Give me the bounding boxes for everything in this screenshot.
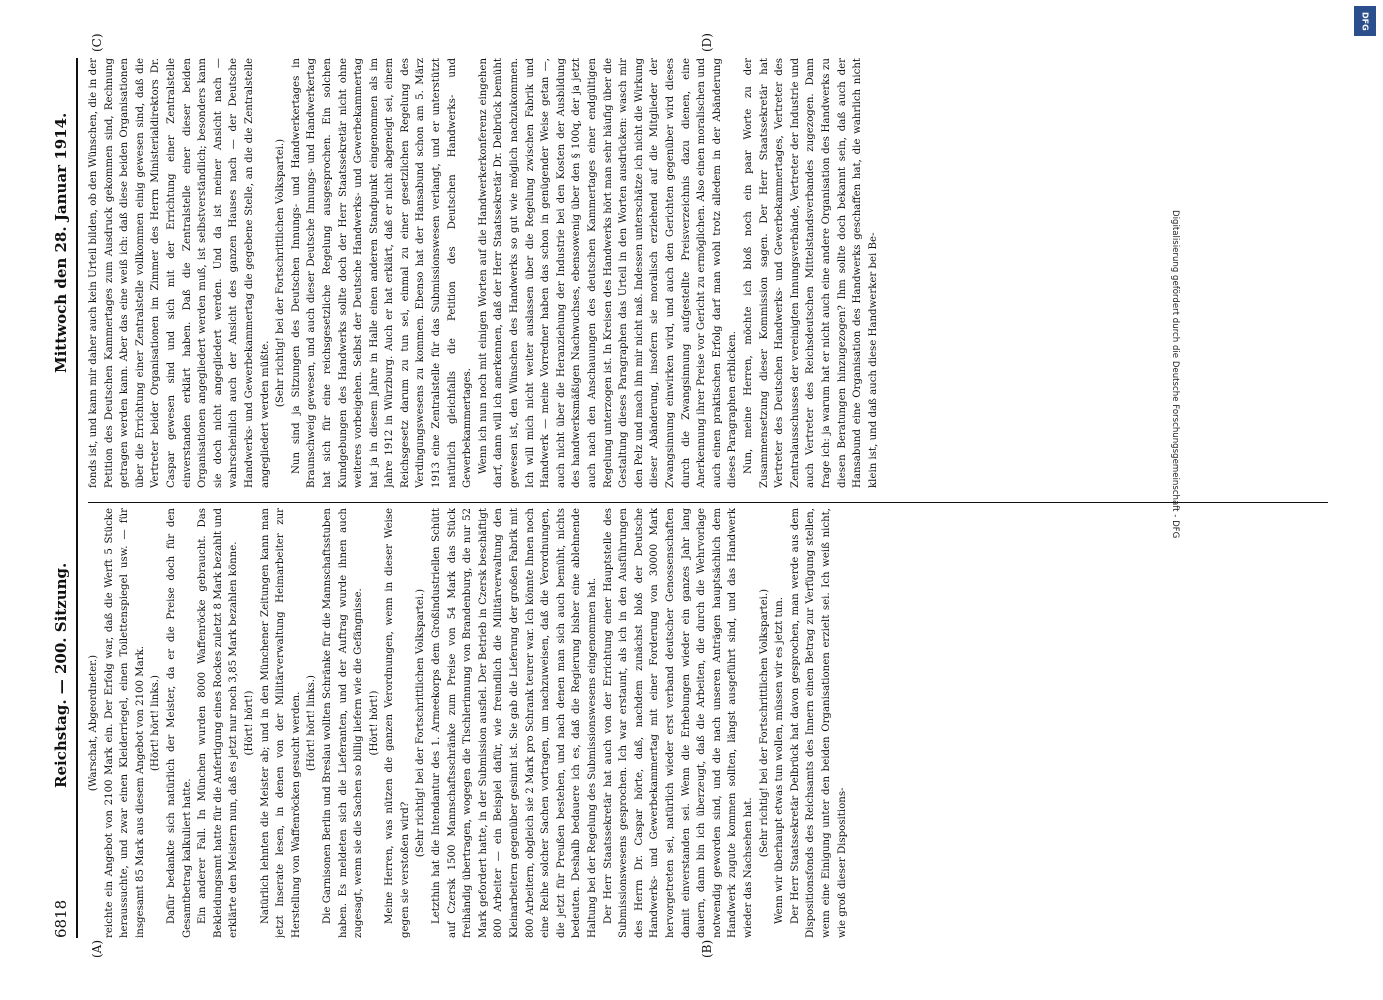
interjection: (Warschat, Abgeordneter.) (88, 654, 99, 792)
paragraph: fonds ist, und kann mir daher auch kein Urteil bilden, ob den Wünschen, die in der Petition des Deutschen Kammertages zum Ausdruck gekommen sind, Rechnung getragen werden kann. Aber das eine weiß ich: daß diese beiden Organisationen über die Errichtung einer Zentralstelle vollkommen einig gewesen sind, daß die Vertreter beider Organisationen im Zimmer des Herrn Ministerialdirektors Dr. Caspar gewesen sind und sich mit der Errichtung einer Zentralstelle einverstanden erklärt haben. Daß die Zentralstelle einer dieser beiden Organisationen angegliedert werden muß, ist selbstverständlich; besonders kann sie doch nicht angegliedert werden. Und da ist meiner Ansicht nach — wahrscheinlich auch der Ansicht des ganzen Hauses nach — der Deutsche Handwerks- und Gewerbekammertag die gegebene Stelle, an die die Zentralstelle angegliedert werden müßte. (88, 58, 271, 488)
paragraph: Der Herr Staatssekretär hat auch von der Errichtung einer Hauptstelle des Submissionswesens gesprochen. Ich war erstaunt, als ich in den Ausführungen des Herrn Dr. Caspar hörte, daß, nachdem zunächst bloß der Deutsche Handwerks- und Gewerbekammertag mit einer Forderung von 30000 Mark hervorgetreten sei, natürlich wieder erst verband deutscher Genossenschaften damit einverstanden sei. Wenn die Erhebungen wieder ein ganzes Jahr lang dauern, dann bin ich überzeugt, daß die Arbeiten, die durch die Wehrvorlage notwendig geworden sind, und die nach unseren Anträgen hauptsächlich dem Handwerk zugute kommen sollten, längst ausgeführt sind, und das Handwerk wieder das Nachsehen hat. (602, 508, 754, 938)
interjection: (Hört! hört!) (368, 690, 380, 756)
paragraph: reichte ein Angebot von 2100 Mark ein. Der Erfolg war, daß die Werft 5 Stücke heraussuchte, und zwar einen Kleiderriegel, einen Toilettenspiegel usw. — für insgesamt 85 Mark aus diesem Angebot von 2100 Mark. (103, 508, 146, 938)
margin-mark-d: (D) (700, 33, 714, 52)
page-number: 6818 (52, 899, 70, 938)
paragraph: Natürlich lehnten die Meister ab; und in den Münchener Zeitungen kann man jetzt Inserate lesen, in denen von der Militärverwaltung Heimarbeiter zur Herstellung von Waffenröcken gesucht werden. (259, 508, 302, 938)
right-text-column (86, 58, 1326, 488)
paragraph: Die Garnisonen Berlin und Breslau wollten Schränke für die Mannschaftsstuben haben. Es meldeten sich die Lieferanten, und der Auftrag wurde ihnen auch zugesagt, wenn sie die Sachen so billig liefern wie die Gefängnisse. (321, 508, 365, 938)
paragraph: Letzthin hat die Intendantur des 1. Armeekorps dem Großindustriellen Schütt auf Czersk 1500 Mannschaftsschränke zum Preise von 54 Mark das Stück freihändig übertragen, wogegen die Tischlerinnung von Brandenburg, die nur 52 Mark gefordert hatte, in der Submission ausfiel. Der Betrieb in Czersk beschäftigt 800 Arbeiter — ein Beispiel dafür, wie freundlich die Militärverwaltung den Kleinarbeitern gegenüber gesinnt ist. Sie gab die Lieferung der großen Fabrik mit 800 Arbeitern, obgleich sie 2 Mark pro Schrank teurer war. Ich könnte Ihnen noch eine Reihe solcher Sachen vortragen, um nachzuweisen, daß die Verordnungen, die jetzt für Preußen bestehen, und nach denen man sich auch bemüht, nichts bedeuten. Deshalb bedauere ich es, daß die Regierung bisher eine ablehnende Haltung bei der Regelung des Submissionswesens eingenommen hat. (431, 508, 598, 938)
interjection: (Hört! hört! links.) (150, 675, 162, 771)
paragraph: Nun, meine Herren, möchte ich bloß noch ein paar Worte zu der Zusammensetzung dieser Kommission sagen. Der Herr Staatssekretär hat Vertreter des Deutschen Handwerks- und Gewerbekammertages, Vertreter des Zentralausschusses der vereinigten Innungsverbände, Vertreter der Industrie und auch Vertreter des Reichsdeutschen Mittelstandsverbandes zugezogen. Dann frage ich: ja warum hat er nicht auch eine andere Organisation des Handwerks zu diesen Beratungen hinzugezogen? Ihm sollte doch bekannt sein, daß auch der Hansabund eine Organisation des Handwerks geschaffen hat, die wahrlich nicht klein ist, und daß auch diese Handwerker bei Be- (742, 58, 879, 488)
header-right-title: Mittwoch den 28. Januar 1914. (52, 112, 70, 373)
digitization-credit: Digitalisierung gefördert durch die Deutsche Forschungsgemeinschaft - DFG (1170, 210, 1180, 539)
paragraph: Ein anderer Fall. In München wurden 8000 Waffenröcke gebraucht. Das Bekleidungsamt hatte für die Anfertigung eines Rockes zuletzt 8 Mark bezahlt und erklärte den Meistern nun, daß es jetzt nur noch 3,85 Mark bezahlen könne. (197, 508, 240, 938)
paragraph: Nun sind ja Sitzungen des Deutschen Innungs- und Handwerkertages in Braunschweig gewesen, und auch dieser Deutsche Innungs- und Handwerkertag hat sich für eine reichsgesetzliche Regelung ausgesprochen. Ein solchen Kundgebungen des Handwerks sollte doch der Herr Staatssekretär nicht ohne weiteres vorbeigehen. Selbst der Deutsche Handwerks- und Gewerbekammertag hat ja in diesem Jahre in Halle einen anderen Standpunkt eingenommen als im Jahre 1912 in Würzburg. Auch er hat erklärt, daß er nicht abgeneigt sei, einem Reichsgesetz darum zu tun sei, einmal zu einer gesetzlichen Regelung des Verdingungswesens zu kommen. Ebenso hat der Hansabund schon am 5. März 1913 eine Zentralstelle für das Submissionswesen verlangt, und er unterstützt natürlich gleichfalls die Petition des Deutschen Handwerks- und Gewerbekammertages. (290, 58, 474, 488)
interjection: (Hört! hört! links.) (306, 675, 318, 771)
dfg-logo: DFG (1354, 6, 1376, 36)
paragraph: Meine Herren, was nützen die ganzen Verordnungen, wenn in dieser Weise gegen sie verstoßen wird? (384, 508, 411, 938)
margin-mark-c: (C) (90, 33, 104, 52)
header-left-title: Reichstag. — 200. Sitzung. (52, 562, 70, 788)
paragraph: Wenn wir überhaupt etwas tun wollen, müssen wir es jetzt tun. (774, 597, 786, 924)
interjection: (Hört! hört!) (243, 690, 255, 756)
column-divider (88, 502, 1328, 503)
left-text-column (86, 508, 1326, 938)
page-header (52, 58, 72, 938)
interjection: (Sehr richtig! bei der Fortschrittlichen Volkspartei.) (415, 588, 427, 858)
paragraph: Der Herr Staatssekretär Delbrück hat davon gesprochen, man werde aus dem Dispositionsfonds des Reichsamts des Innern einen Betrag zur Verfügung stellen, wenn eine Einigung unter den beiden Organisationen erzielt sei. Ich weiß nicht, wie groß dieser Dispositions- (789, 508, 848, 938)
margin-mark-b: (B) (700, 939, 714, 958)
interjection: (Sehr richtig! bei der Fortschrittlichen Volkspartei.) (758, 588, 770, 858)
interjection: (Sehr richtig! bei der Fortschrittlichen Volkspartei.) (275, 138, 287, 408)
margin-mark-a: (A) (90, 939, 104, 958)
paragraph: Dafür bedankte sich natürlich der Meister, da er die Preise doch für den Gesamtbetrag kalkuliert hatte. (165, 508, 193, 938)
header-rule (76, 58, 78, 938)
paragraph: Wenn ich nun noch mit einigen Worten auf die Handwerkerkonferenz eingehen darf, dann will ich anerkennen, daß der Herr Staatssekretär Dr. Delbrück bemüht gewesen ist, den Wünschen des Handwerks so gut wie möglich nachzukommen. Ich will mich nicht weiter auslassen über die Regelung zwischen Fabrik und Handwerk — meine Vorredner haben das schon in genügender Weise getan —, auch nicht über die Heranziehung der Industrie bei den Kosten der Ausbildung des handwerksmäßigen Nachwuchses, ebensowenig über den § 100q, der ja jetzt auch nach den Anschauungen des deutschen Kammertages einer endgültigen Regelung unterzogen ist. In Kreisen des Handwerks hört man sehr häufig über die Gestaltung dieses Paragraphen das Urteil in den Worten ausdrücken: wasch mir den Pelz und mach ihn mir nicht naß. Indessen unterschätze ich nicht die Wirkung dieser Abänderung, insofern sie moralisch erziehend auf die Mitglieder der Zwangsinnung einwirken wird, und auch den Gerichten gegenüber wird dieses durch die Zwangsinnung aufgestellte Preisverzeichnis dazu dienen, eine Anerkennung ihrer Preise vor Gericht zu ermöglichen. Also einen moralischen und auch einen praktischen Erfolg darf man wohl trotz alledem in der Abänderung dieses Paragraphen erblicken. (477, 58, 739, 488)
